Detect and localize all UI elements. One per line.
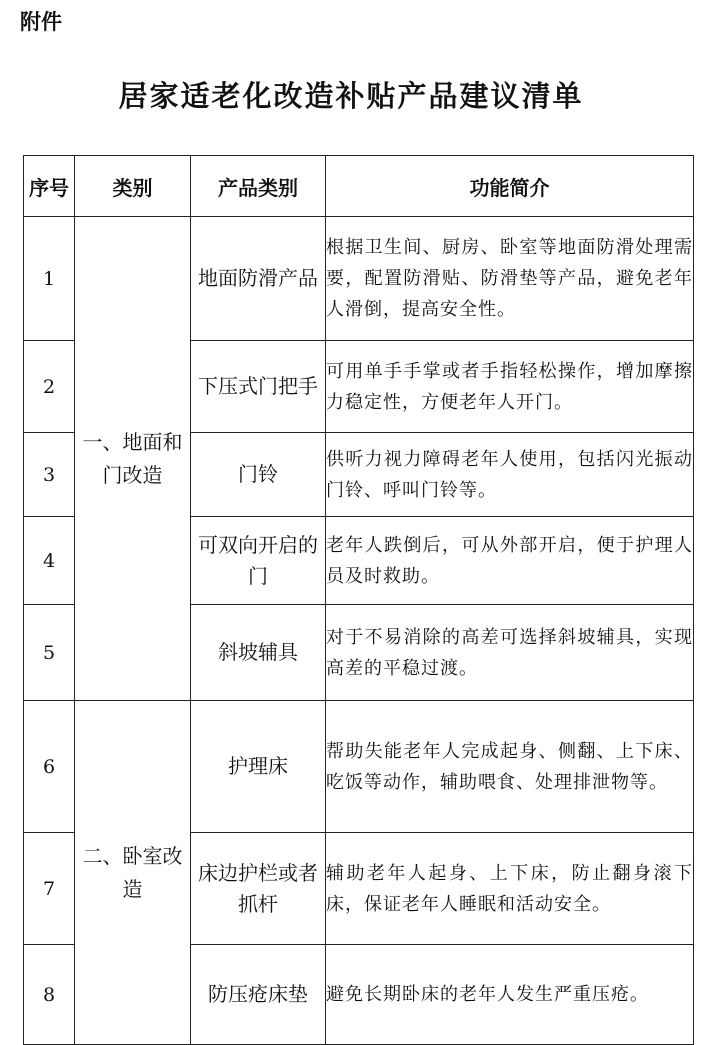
- row-description: 可用单手手掌或者手指轻松操作，增加摩擦力稳定性，方便老年人开门。: [326, 341, 694, 433]
- table-header-row: [24, 156, 694, 217]
- row-description: 供听力视力障碍老年人使用，包括闪光振动门铃、呼叫门铃等。: [326, 433, 694, 517]
- header-category: 类别: [75, 156, 191, 217]
- row-product-type: 地面防滑产品: [191, 217, 326, 341]
- row-seq: 8: [24, 945, 75, 1045]
- product-list-table: [23, 155, 694, 1045]
- row-seq: 7: [24, 833, 75, 945]
- category-floor-door: 一、地面和门改造: [75, 217, 191, 701]
- row-seq: 5: [24, 605, 75, 701]
- row-product-type: 门铃: [191, 433, 326, 517]
- row-description: 辅助老年人起身、上下床，防止翻身滚下床，保证老年人睡眠和活动安全。: [326, 833, 694, 945]
- header-product-type: 产品类别: [191, 156, 326, 217]
- row-description: 对于不易消除的高差可选择斜坡辅具，实现高差的平稳过渡。: [326, 605, 694, 701]
- attachment-label: 附件: [20, 10, 62, 34]
- row-product-type: 护理床: [191, 701, 326, 833]
- document-title: 居家适老化改造补贴产品建议清单: [118, 79, 584, 113]
- row-description: 帮助失能老年人完成起身、侧翻、上下床、吃饭等动作，辅助喂食、处理排泄物等。: [326, 701, 694, 833]
- row-product-type: 下压式门把手: [191, 341, 326, 433]
- table-row: [24, 217, 694, 341]
- row-description: 避免长期卧床的老年人发生严重压疮。: [326, 945, 694, 1045]
- row-product-type: 斜坡辅具: [191, 605, 326, 701]
- row-seq: 2: [24, 341, 75, 433]
- row-product-type: 防压疮床垫: [191, 945, 326, 1045]
- row-seq: 3: [24, 433, 75, 517]
- table-row: [24, 701, 694, 833]
- row-description: 老年人跌倒后，可从外部开启，便于护理人员及时救助。: [326, 517, 694, 605]
- category-bedroom: 二、卧室改造: [75, 701, 191, 1045]
- row-product-type: 床边护栏或者抓杆: [191, 833, 326, 945]
- header-description: 功能简介: [326, 156, 694, 217]
- header-seq: 序号: [24, 156, 75, 217]
- row-seq: 1: [24, 217, 75, 341]
- row-product-type: 可双向开启的门: [191, 517, 326, 605]
- row-description: 根据卫生间、厨房、卧室等地面防滑处理需要，配置防滑贴、防滑垫等产品，避免老年人滑倒，提高安全性。: [326, 217, 694, 341]
- row-seq: 4: [24, 517, 75, 605]
- row-seq: 6: [24, 701, 75, 833]
